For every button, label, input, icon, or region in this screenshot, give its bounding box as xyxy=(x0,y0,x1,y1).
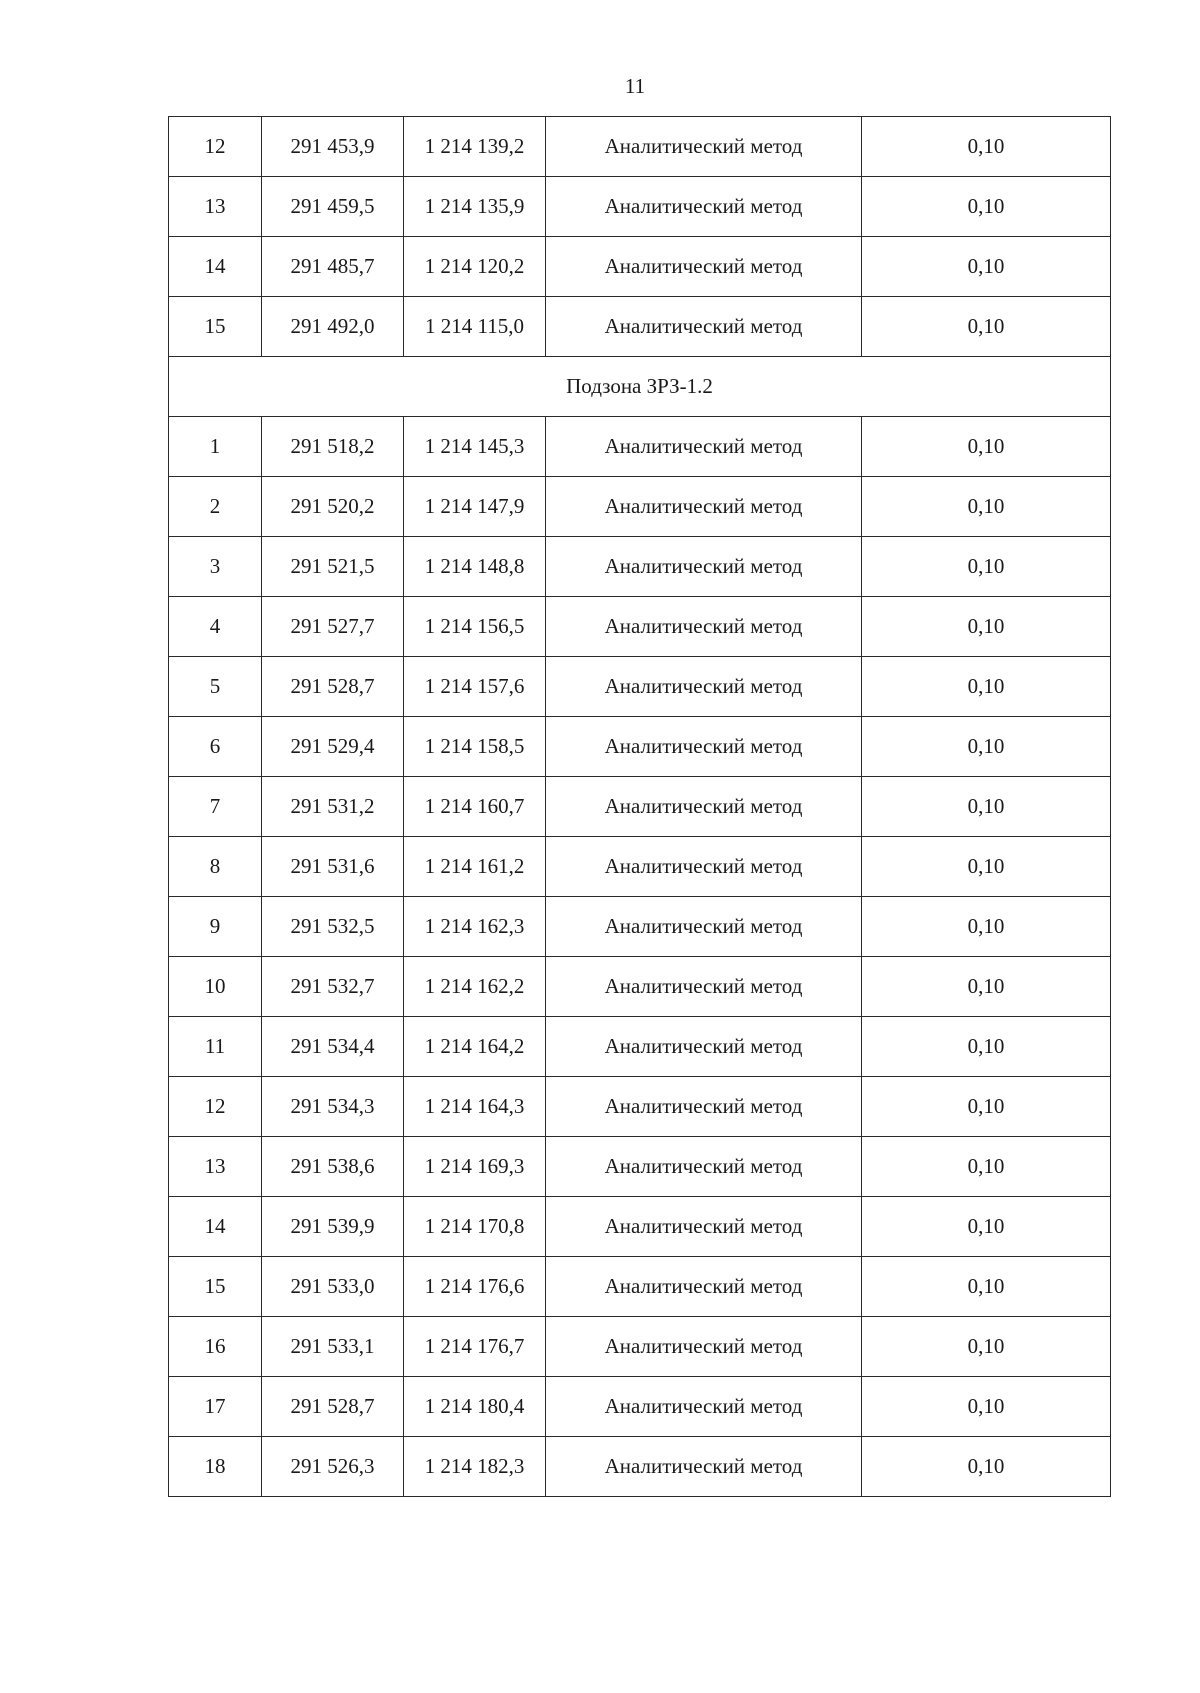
section-header-row xyxy=(169,357,1111,417)
coord-y-cell: 1 214 115,0 xyxy=(404,297,546,357)
table-row xyxy=(169,537,1111,597)
point-number-cell: 9 xyxy=(169,897,262,957)
coord-x-cell: 291 527,7 xyxy=(262,597,404,657)
table-row xyxy=(169,1257,1111,1317)
accuracy-cell: 0,10 xyxy=(862,477,1111,537)
coord-y-cell: 1 214 176,7 xyxy=(404,1317,546,1377)
coord-x-cell: 291 539,9 xyxy=(262,1197,404,1257)
coord-x-cell: 291 533,1 xyxy=(262,1317,404,1377)
page-number: 11 xyxy=(624,74,646,98)
method-cell: Аналитический метод xyxy=(546,417,862,477)
point-number-cell: 16 xyxy=(169,1317,262,1377)
method-cell: Аналитический метод xyxy=(546,1437,862,1497)
coord-x-cell: 291 532,7 xyxy=(262,957,404,1017)
method-cell: Аналитический метод xyxy=(546,117,862,177)
table-row xyxy=(169,477,1111,537)
accuracy-cell: 0,10 xyxy=(862,657,1111,717)
table-row xyxy=(169,837,1111,897)
section-title: Подзона ЗРЗ-1.2 xyxy=(169,357,1111,417)
method-cell: Аналитический метод xyxy=(546,1017,862,1077)
point-number-cell: 3 xyxy=(169,537,262,597)
table-row xyxy=(169,1077,1111,1137)
accuracy-cell: 0,10 xyxy=(862,417,1111,477)
point-number-cell: 10 xyxy=(169,957,262,1017)
point-number-cell: 18 xyxy=(169,1437,262,1497)
method-cell: Аналитический метод xyxy=(546,297,862,357)
coord-x-cell: 291 531,2 xyxy=(262,777,404,837)
accuracy-cell: 0,10 xyxy=(862,237,1111,297)
coord-y-cell: 1 214 148,8 xyxy=(404,537,546,597)
coord-y-cell: 1 214 162,2 xyxy=(404,957,546,1017)
accuracy-cell: 0,10 xyxy=(862,1137,1111,1197)
coord-y-cell: 1 214 145,3 xyxy=(404,417,546,477)
point-number-cell: 15 xyxy=(169,297,262,357)
coord-y-cell: 1 214 160,7 xyxy=(404,777,546,837)
coordinates-table xyxy=(168,116,1111,1497)
accuracy-cell: 0,10 xyxy=(862,297,1111,357)
table-row xyxy=(169,1437,1111,1497)
coord-x-cell: 291 518,2 xyxy=(262,417,404,477)
coord-y-cell: 1 214 164,3 xyxy=(404,1077,546,1137)
accuracy-cell: 0,10 xyxy=(862,957,1111,1017)
accuracy-cell: 0,10 xyxy=(862,837,1111,897)
coord-y-cell: 1 214 180,4 xyxy=(404,1377,546,1437)
accuracy-cell: 0,10 xyxy=(862,597,1111,657)
point-number-cell: 12 xyxy=(169,1077,262,1137)
table-row xyxy=(169,177,1111,237)
coord-x-cell: 291 534,4 xyxy=(262,1017,404,1077)
coord-x-cell: 291 528,7 xyxy=(262,657,404,717)
method-cell: Аналитический метод xyxy=(546,1257,862,1317)
coord-x-cell: 291 521,5 xyxy=(262,537,404,597)
table-row xyxy=(169,777,1111,837)
coordinates-table-body xyxy=(169,117,1111,1497)
coord-x-cell: 291 453,9 xyxy=(262,117,404,177)
accuracy-cell: 0,10 xyxy=(862,1377,1111,1437)
table-row xyxy=(169,957,1111,1017)
accuracy-cell: 0,10 xyxy=(862,537,1111,597)
coord-y-cell: 1 214 182,3 xyxy=(404,1437,546,1497)
method-cell: Аналитический метод xyxy=(546,1377,862,1437)
coord-x-cell: 291 538,6 xyxy=(262,1137,404,1197)
method-cell: Аналитический метод xyxy=(546,957,862,1017)
point-number-cell: 11 xyxy=(169,1017,262,1077)
coord-x-cell: 291 459,5 xyxy=(262,177,404,237)
coord-y-cell: 1 214 157,6 xyxy=(404,657,546,717)
point-number-cell: 17 xyxy=(169,1377,262,1437)
accuracy-cell: 0,10 xyxy=(862,177,1111,237)
coord-y-cell: 1 214 147,9 xyxy=(404,477,546,537)
table-row xyxy=(169,117,1111,177)
coord-y-cell: 1 214 158,5 xyxy=(404,717,546,777)
coord-y-cell: 1 214 162,3 xyxy=(404,897,546,957)
table-row xyxy=(169,417,1111,477)
coord-x-cell: 291 529,4 xyxy=(262,717,404,777)
coord-y-cell: 1 214 139,2 xyxy=(404,117,546,177)
accuracy-cell: 0,10 xyxy=(862,1437,1111,1497)
method-cell: Аналитический метод xyxy=(546,1197,862,1257)
point-number-cell: 14 xyxy=(169,237,262,297)
coord-x-cell: 291 526,3 xyxy=(262,1437,404,1497)
coord-y-cell: 1 214 176,6 xyxy=(404,1257,546,1317)
coord-x-cell: 291 520,2 xyxy=(262,477,404,537)
accuracy-cell: 0,10 xyxy=(862,1017,1111,1077)
coord-y-cell: 1 214 170,8 xyxy=(404,1197,546,1257)
accuracy-cell: 0,10 xyxy=(862,1197,1111,1257)
point-number-cell: 15 xyxy=(169,1257,262,1317)
method-cell: Аналитический метод xyxy=(546,717,862,777)
method-cell: Аналитический метод xyxy=(546,477,862,537)
table-row xyxy=(169,897,1111,957)
coord-y-cell: 1 214 156,5 xyxy=(404,597,546,657)
coord-y-cell: 1 214 169,3 xyxy=(404,1137,546,1197)
point-number-cell: 13 xyxy=(169,177,262,237)
coord-x-cell: 291 492,0 xyxy=(262,297,404,357)
coord-x-cell: 291 533,0 xyxy=(262,1257,404,1317)
method-cell: Аналитический метод xyxy=(546,1077,862,1137)
accuracy-cell: 0,10 xyxy=(862,117,1111,177)
method-cell: Аналитический метод xyxy=(546,1317,862,1377)
method-cell: Аналитический метод xyxy=(546,657,862,717)
point-number-cell: 12 xyxy=(169,117,262,177)
point-number-cell: 6 xyxy=(169,717,262,777)
method-cell: Аналитический метод xyxy=(546,837,862,897)
coord-y-cell: 1 214 120,2 xyxy=(404,237,546,297)
method-cell: Аналитический метод xyxy=(546,897,862,957)
method-cell: Аналитический метод xyxy=(546,237,862,297)
coord-y-cell: 1 214 164,2 xyxy=(404,1017,546,1077)
coord-x-cell: 291 531,6 xyxy=(262,837,404,897)
coord-y-cell: 1 214 161,2 xyxy=(404,837,546,897)
table-row xyxy=(169,1317,1111,1377)
method-cell: Аналитический метод xyxy=(546,1137,862,1197)
method-cell: Аналитический метод xyxy=(546,537,862,597)
accuracy-cell: 0,10 xyxy=(862,897,1111,957)
table-row xyxy=(169,717,1111,777)
coord-y-cell: 1 214 135,9 xyxy=(404,177,546,237)
method-cell: Аналитический метод xyxy=(546,597,862,657)
point-number-cell: 2 xyxy=(169,477,262,537)
point-number-cell: 8 xyxy=(169,837,262,897)
coord-x-cell: 291 534,3 xyxy=(262,1077,404,1137)
table-row xyxy=(169,597,1111,657)
point-number-cell: 5 xyxy=(169,657,262,717)
method-cell: Аналитический метод xyxy=(546,777,862,837)
point-number-cell: 14 xyxy=(169,1197,262,1257)
table-row xyxy=(169,657,1111,717)
accuracy-cell: 0,10 xyxy=(862,1077,1111,1137)
coord-x-cell: 291 528,7 xyxy=(262,1377,404,1437)
point-number-cell: 7 xyxy=(169,777,262,837)
point-number-cell: 1 xyxy=(169,417,262,477)
coord-x-cell: 291 485,7 xyxy=(262,237,404,297)
table-row xyxy=(169,297,1111,357)
point-number-cell: 13 xyxy=(169,1137,262,1197)
coord-x-cell: 291 532,5 xyxy=(262,897,404,957)
table-row xyxy=(169,1197,1111,1257)
point-number-cell: 4 xyxy=(169,597,262,657)
accuracy-cell: 0,10 xyxy=(862,1257,1111,1317)
table-row xyxy=(169,1377,1111,1437)
method-cell: Аналитический метод xyxy=(546,177,862,237)
table-row xyxy=(169,1137,1111,1197)
table-row xyxy=(169,237,1111,297)
accuracy-cell: 0,10 xyxy=(862,777,1111,837)
accuracy-cell: 0,10 xyxy=(862,1317,1111,1377)
accuracy-cell: 0,10 xyxy=(862,717,1111,777)
table-row xyxy=(169,1017,1111,1077)
